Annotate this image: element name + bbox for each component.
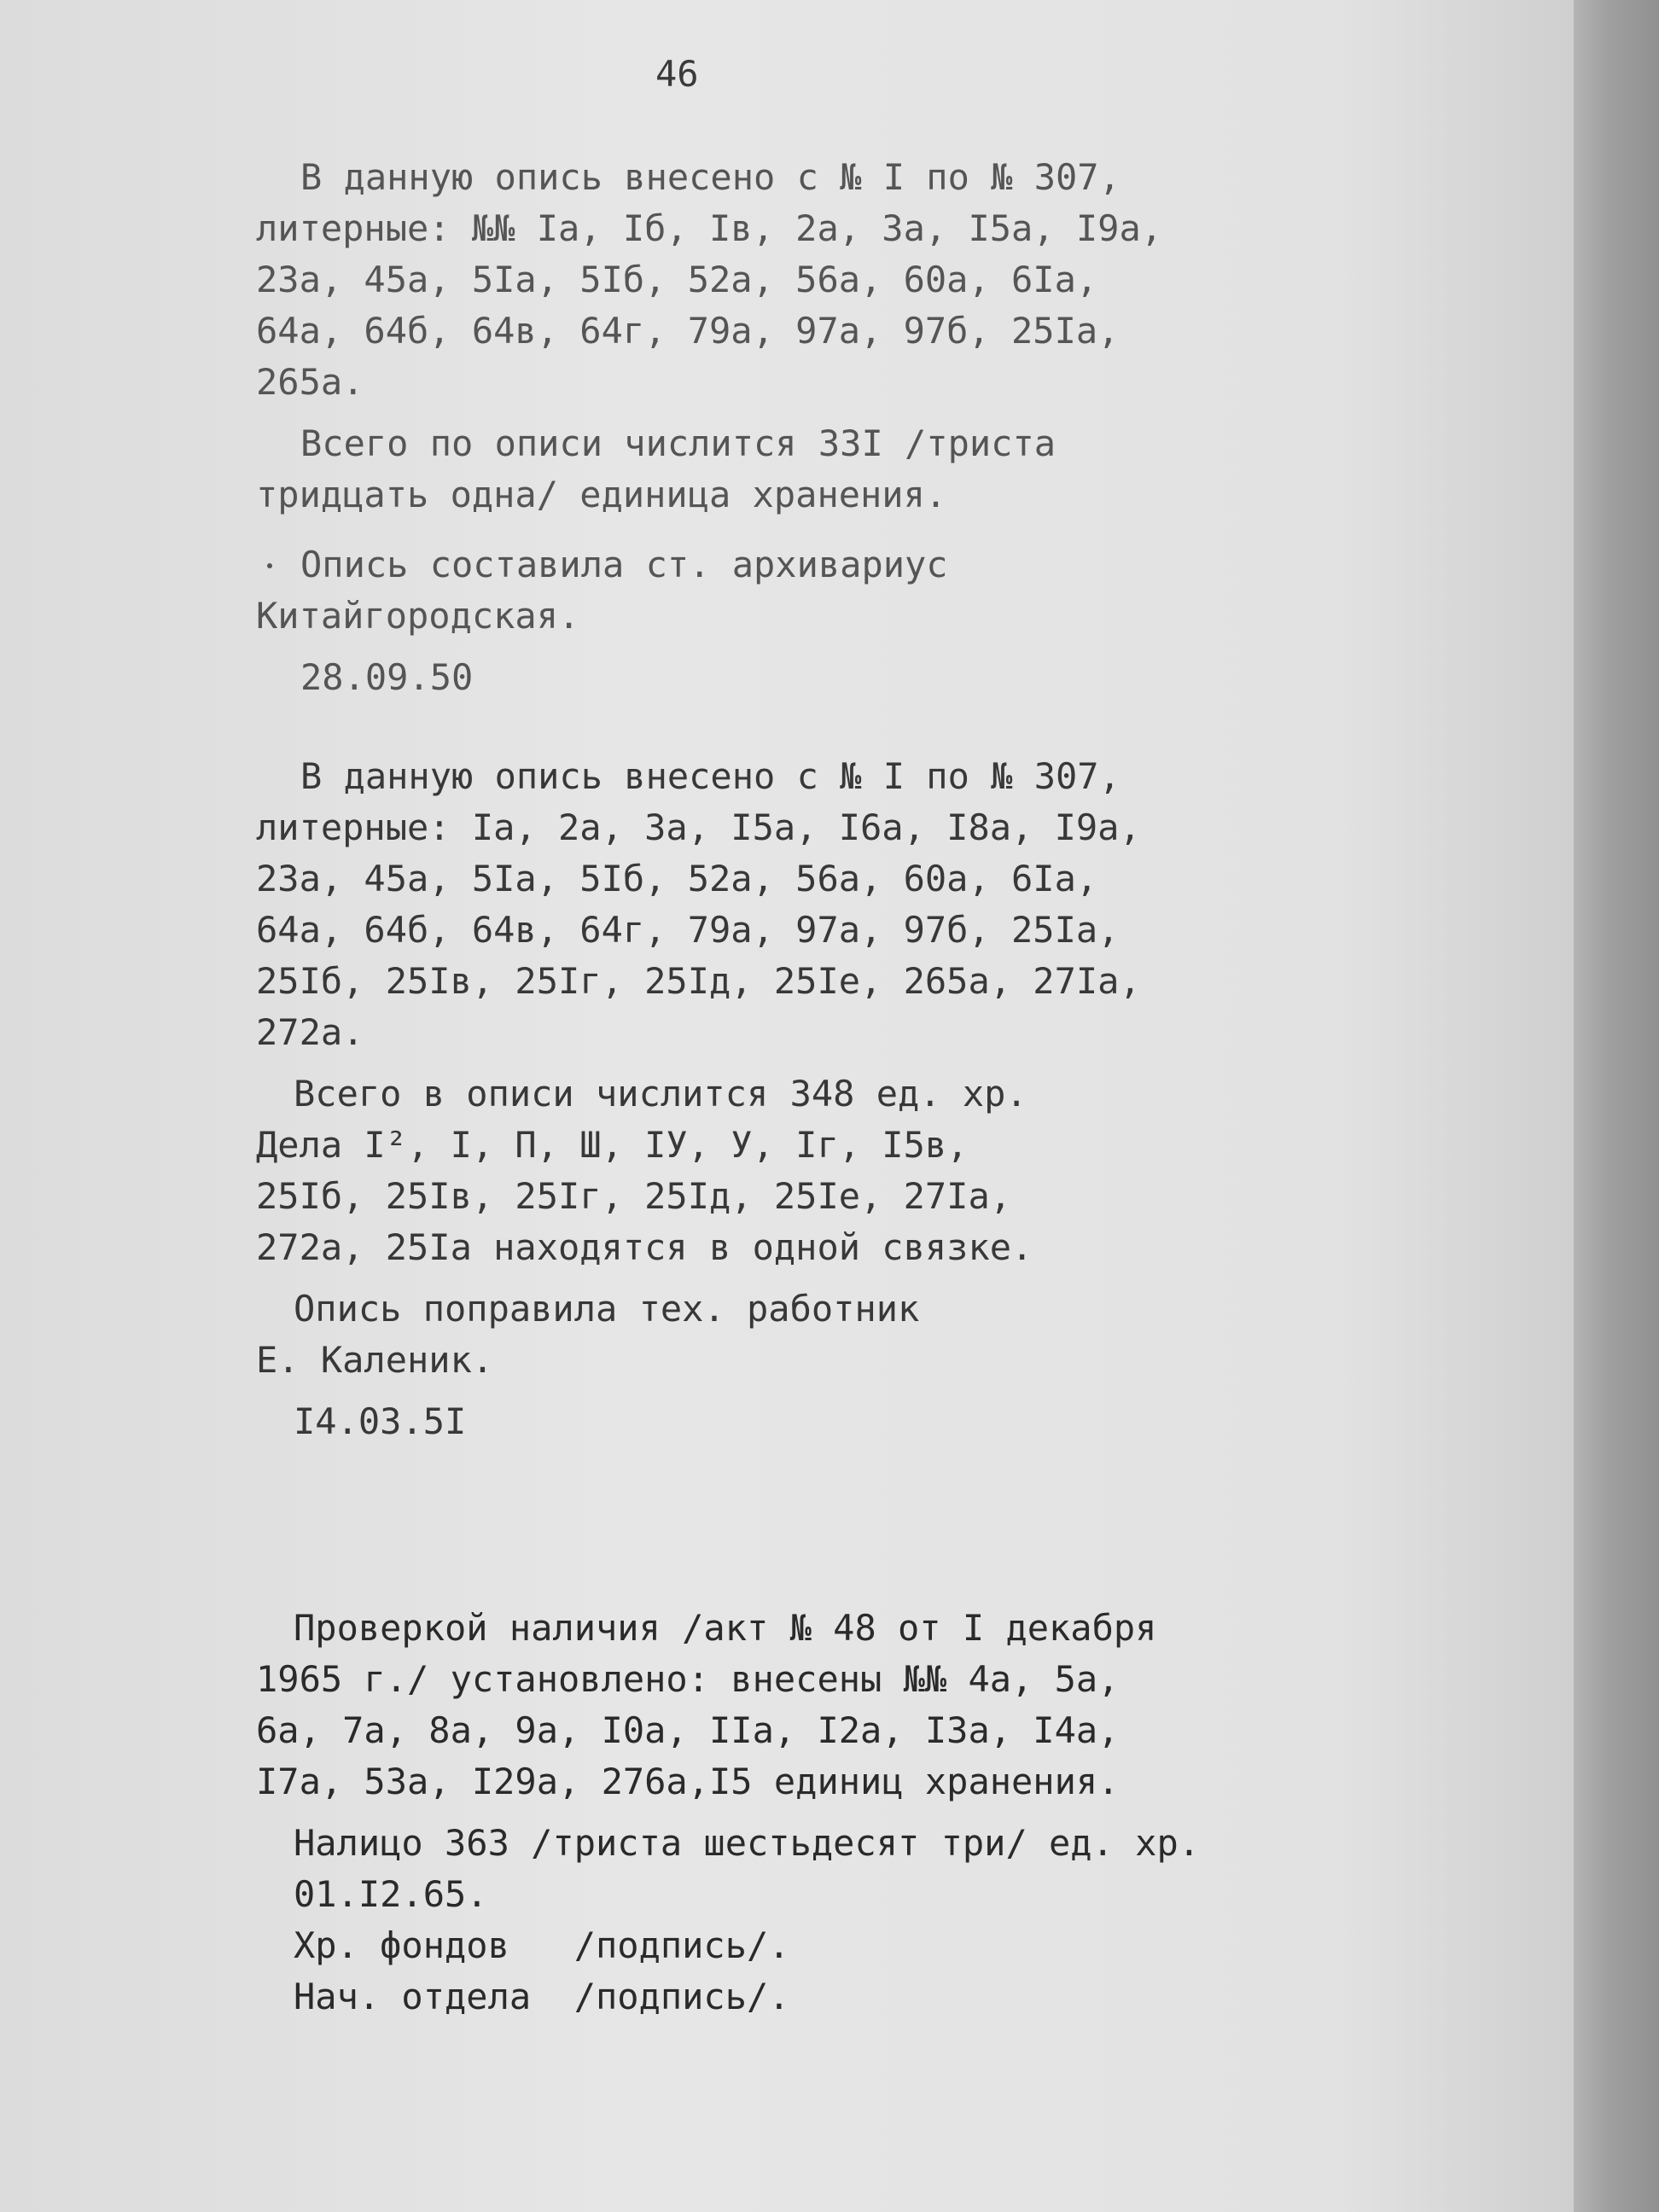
check-line: Проверкой наличия /акт № 48 от I декабря [294, 1607, 1157, 1649]
note-line: 23а, 45а, 5Iа, 5Iб, 52а, 56а, 60а, 6Iа, [256, 259, 1098, 300]
corrector-line: Е. Каленик. [256, 1339, 494, 1381]
compiler-line: Китайгородская. [256, 595, 580, 637]
total-line: Всего в описи числится 348 ед. хр. [294, 1073, 1027, 1115]
note-line: 265а. [256, 361, 364, 403]
note-line: В данную опись внесено с № I по № 307, [300, 755, 1121, 797]
date-1950: 28.09.50 [300, 656, 474, 698]
corrector-line: Опись поправила тех. работник [294, 1288, 920, 1330]
total-line: 25Iб, 25Iв, 25Iг, 25Iд, 25Iе, 27Iа, [256, 1175, 1012, 1217]
availability-check-note [256, 1603, 1280, 2023]
check-line: I7а, 53а, I29а, 276а,I5 единиц хранения. [256, 1761, 1120, 1802]
note-line: литерные: №№ Iа, Iб, Iв, 2а, 3а, I5а, I9а, [256, 207, 1163, 249]
total-line: Дела I², I, П, Ш, IУ, У, Iг, I5в, [256, 1124, 969, 1166]
inventory-note-1951 [256, 751, 1280, 1447]
compiler-line: Опись составила ст. архивариус [300, 544, 948, 585]
note-line: литерные: Iа, 2а, 3а, I5а, I6а, I8а, I9а, [256, 806, 1141, 848]
note-line: 64а, 64б, 64в, 64г, 79а, 97а, 97б, 25Iа, [256, 310, 1120, 352]
signature-line: Хр. фондов /подпись/. [294, 1924, 790, 1966]
page-number: 46 [655, 53, 699, 95]
note-line: 25Iб, 25Iв, 25Iг, 25Iд, 25Iе, 265а, 27Iа, [256, 960, 1141, 1002]
note-line: В данную опись внесено с № I по № 307, [300, 156, 1121, 198]
inventory-note-1950 [256, 152, 1280, 703]
present-count-line: Налицо 363 /триста шестьдесят три/ ед. хр. [294, 1822, 1201, 1864]
signature-line: Нач. отдела /подпись/. [294, 1976, 790, 2017]
note-line: 64а, 64б, 64в, 64г, 79а, 97а, 97б, 25Iа, [256, 909, 1120, 951]
note-line: 272а. [256, 1011, 364, 1053]
total-line: 272а, 25Iа находятся в одной связке. [256, 1226, 1033, 1268]
total-line: тридцать одна/ единица хранения. [256, 474, 947, 515]
note-line: 23а, 45а, 5Iа, 5Iб, 52а, 56а, 60а, 6Iа, [256, 858, 1098, 899]
check-line: 1965 г./ установлено: внесены №№ 4а, 5а, [256, 1658, 1120, 1700]
check-line: 6а, 7а, 8а, 9а, I0а, IIа, I2а, I3а, I4а, [256, 1709, 1120, 1751]
date-1951: I4.03.5I [294, 1400, 467, 1442]
total-line: Всего по описи числится 33I /триста [300, 422, 1057, 464]
date-1965: 01.I2.65. [294, 1873, 488, 1915]
page-edge-shadow [1574, 0, 1659, 2212]
